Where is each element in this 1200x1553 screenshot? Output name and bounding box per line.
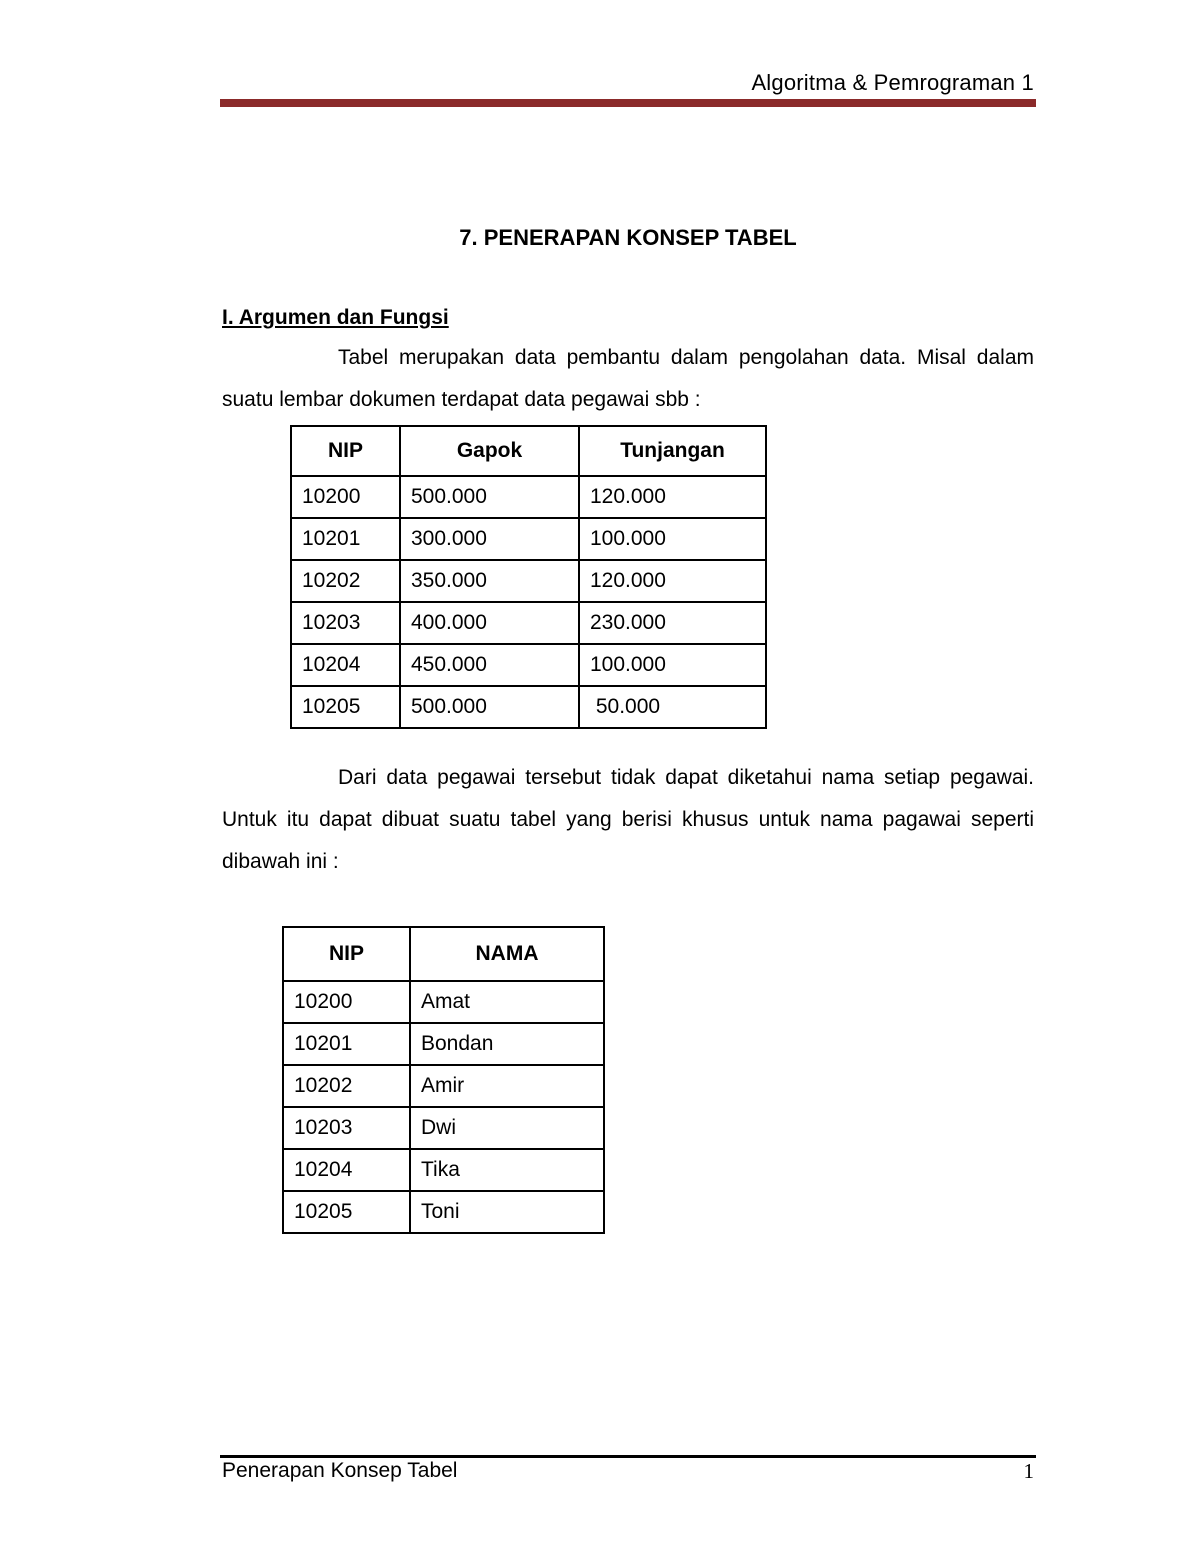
table-cell: 10203 [283,1107,410,1149]
table-cell: 120.000 [579,476,766,518]
table-cell: 10204 [283,1149,410,1191]
table-cell: 120.000 [579,560,766,602]
header-rule [220,99,1036,107]
column-header: NAMA [410,927,604,981]
employee-name-table [282,926,605,1234]
table-row [283,1023,604,1065]
intro-paragraph: Tabel merupakan data pembantu dalam pengolahan data. Misal dalam suatu lembar dokumen terdapat data pegawai sbb : [222,346,1034,411]
table-row [291,602,766,644]
table-cell: Toni [410,1191,604,1233]
employee-salary-table [290,425,767,729]
table-cell: 500.000 [400,476,579,518]
table-cell: Bondan [410,1023,604,1065]
section-heading: I. Argumen dan Fungsi [222,306,449,329]
table-cell: 10201 [291,518,400,560]
table-cell: 400.000 [400,602,579,644]
table-row [283,1149,604,1191]
table-row [283,981,604,1023]
page-number: 1 [1023,1459,1034,1483]
table-cell: 10203 [291,602,400,644]
table-header-row [291,426,766,476]
column-header: Gapok [400,426,579,476]
table-cell: Dwi [410,1107,604,1149]
footer-rule [220,1455,1036,1458]
table-header-row [283,927,604,981]
table-row [291,686,766,728]
table-cell: 10202 [283,1065,410,1107]
footer-title: Penerapan Konsep Tabel [222,1459,458,1482]
table-cell: 10200 [283,981,410,1023]
table-cell: 500.000 [400,686,579,728]
column-header: NIP [291,426,400,476]
table-cell: 10200 [291,476,400,518]
table-row [291,560,766,602]
table-cell: 10205 [283,1191,410,1233]
table-cell: 10204 [291,644,400,686]
table-cell: 50.000 [579,686,766,728]
table-cell: 450.000 [400,644,579,686]
table-cell: 100.000 [579,518,766,560]
column-header: NIP [283,927,410,981]
table-cell: Amat [410,981,604,1023]
column-header: Tunjangan [579,426,766,476]
table-cell: 230.000 [579,602,766,644]
table-cell: 350.000 [400,560,579,602]
table-row [283,1065,604,1107]
table-row [291,644,766,686]
table-row [283,1107,604,1149]
followup-paragraph: Dari data pegawai tersebut tidak dapat diketahui nama setiap pegawai. Untuk itu dapat dibuat suatu tabel yang berisi khusus untuk nama pagawai seperti dibawah ini : [222,766,1034,873]
table-cell: 10202 [291,560,400,602]
table-row [291,518,766,560]
table-cell: 10205 [291,686,400,728]
table-cell: Tika [410,1149,604,1191]
running-header-title: Algoritma & Pemrograman 1 [751,70,1034,95]
table-row [283,1191,604,1233]
table-cell: Amir [410,1065,604,1107]
table-cell: 10201 [283,1023,410,1065]
table-cell: 300.000 [400,518,579,560]
table-cell: 100.000 [579,644,766,686]
table-row [291,476,766,518]
chapter-title: 7. PENERAPAN KONSEP TABEL [459,225,797,250]
